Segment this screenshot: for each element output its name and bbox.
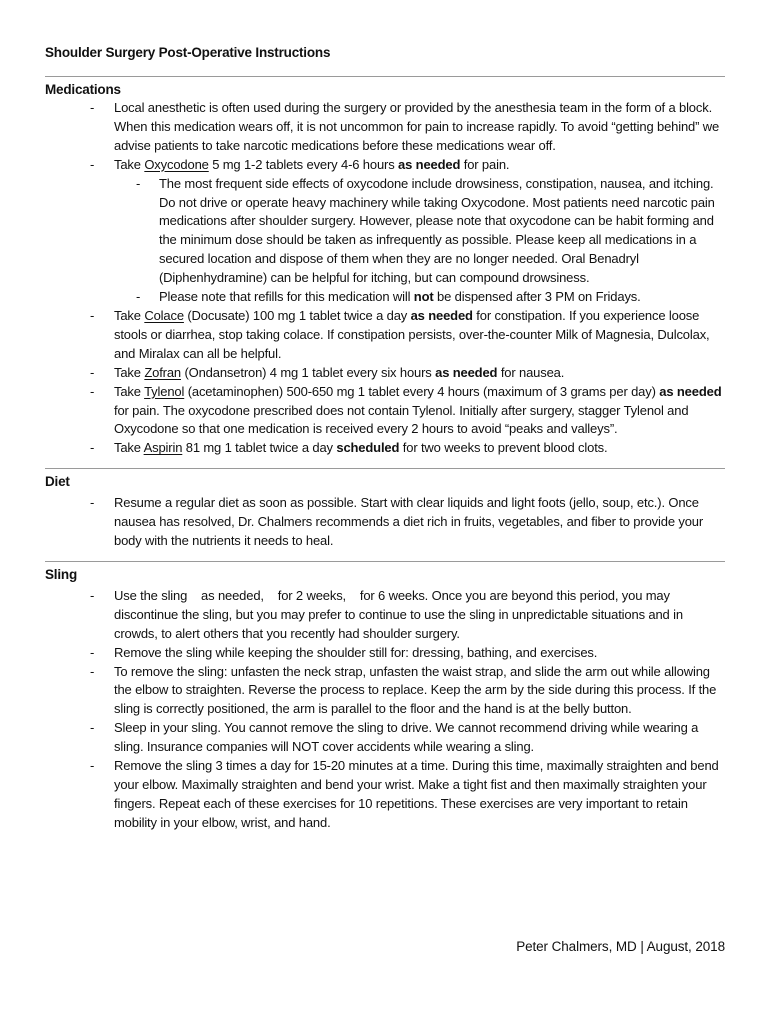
item-text: Take [114,156,145,172]
item-text: for constipation. If you experience loose stools or diarrhea, stop taking colace. If constipation persists, over-the-counter Milk of Magnesia, Dulcolax, and Miralax can all be helpful. [114,307,710,361]
item-text: Remove the sling 3 times a day for 15-20 minutes at a time. During this time, maximally straighten and bend your elbow. Maximally straighten and bend your wrist. Make a tight fist and then maximally straighten your fingers. Repeat each of these exercises for 10 repetitions. These exercises are very important to retain mobility in your elbow, wrist, and hand. [114,758,719,830]
item-text: (acetaminophen) 500-650 mg 1 tablet every 4 hours (maximum of 3 grams per day) [184,383,660,399]
oxycodone-sublist [114,175,725,307]
drug-name: Colace [144,307,184,323]
medications-list [45,99,725,458]
list-item [45,439,725,458]
item-text: Take [114,440,144,456]
item-text: for two weeks to prevent blood clots. [399,440,608,456]
section-divider [45,561,725,562]
emphasis: as needed [435,364,498,380]
emphasis: as needed [659,383,722,399]
list-item [45,663,725,720]
diet-section [45,473,725,551]
list-item [45,307,725,364]
medications-heading: Medications [45,82,121,97]
emphasis: as needed [410,307,473,323]
drug-name: Zofran [144,364,181,380]
sub-list-item [114,288,725,307]
emphasis: scheduled [336,440,400,456]
item-text: To remove the sling: unfasten the neck strap, unfasten the waist strap, and slide the arm out while allowing the elbow to straighten. Reverse the process to replace. Keep the arm by the side during this process. If the sling is correctly positioned, the arm is parallel to the floor and the hand is at the belly button. [114,663,717,717]
item-text: for pain. [460,156,510,172]
item-text: for nausea. [497,364,565,380]
item-text: Take [114,383,145,399]
item-text: Resume a regular diet as soon as possible. Start with clear liquids and light foots (jello, soup, etc.). Once nausea has resolved, Dr. Chalmers recommends a diet rich in fruits, vegetables, and fiber to provide your body with the nutrients it needs to heal. [114,495,704,549]
item-text: (Docusate) 100 mg 1 tablet twice a day [183,307,411,323]
sling-list [45,587,725,833]
item-text: 5 mg 1-2 tablets every 4-6 hours [208,156,399,172]
diet-heading: Diet [45,474,70,490]
sling-heading: Sling [45,566,77,582]
item-text: for pain. The oxycodone prescribed does not contain Tylenol. Initially after surgery, stagger Tylenol and Oxycodone so that one medication is received every 2 hours to avoid “peaks and valleys”. [114,402,689,437]
item-text: Take [114,364,145,380]
item-text: The most frequent side effects of oxycodone include drowsiness, constipation, nausea, and itching. Do not drive or operate heavy machinery while taking Oxycodone. Most patients need narcotic pain medications after shoulder surgery. However, please note that oxycodone can be habit forming and the minimum dose should be taken as infrequently as possible. Please keep all medications in a secured location and dispose of them when they are no longer needed. Oral Benadryl (Diphenhydramine) can be helpful for itching, but can compound drowsiness. [159,175,715,286]
sling-section [45,566,725,833]
item-text: Remove the sling while keeping the shoulder still for: dressing, bathing, and exercises. [114,644,598,660]
document-footer: Peter Chalmers, MD | August, 2018 [516,939,725,954]
emphasis: not [413,289,434,305]
document-title: Shoulder Surgery Post-Operative Instructions [45,45,331,60]
list-item [45,587,725,644]
list-item [45,156,725,307]
section-divider [45,76,725,77]
item-text: (Ondansetron) 4 mg 1 tablet every six hours [181,364,436,380]
item-text: Sleep in your sling. You cannot remove the sling to drive. We cannot recommend driving while wearing a sling. Insurance companies will NOT cover accidents while wearing a sling. [114,720,699,755]
list-item [45,757,725,833]
document-page [45,44,725,833]
item-text: 81 mg 1 tablet twice a day [182,440,337,456]
diet-list [45,494,725,551]
list-item [45,383,725,440]
item-text: Use the sling as needed, for 2 weeks, for 6 weeks. Once you are beyond this period, you may discontinue the sling, but you may prefer to continue to use the sling in unpredictable situations and in crowds, to alert others that you recently had shoulder surgery. [114,587,687,641]
list-item [45,719,725,757]
list-item [45,644,725,663]
list-item [45,99,725,156]
item-text: be dispensed after 3 PM on Fridays. [433,289,641,305]
list-item [45,364,725,383]
sub-list-item [114,175,725,288]
section-divider [45,468,725,469]
drug-name: Tylenol [144,383,185,399]
item-text: Please note that refills for this medication will [159,289,414,305]
list-item [45,494,725,551]
medications-section [45,81,725,458]
item-text: Take [114,307,145,323]
anesthetic-text: Local anesthetic is often used during the surgery or provided by the anesthesia team in the form of a block. When this medication wears off, it is not uncommon for pain to increase rapidly. To avoid “getting behind” we advise patients to take narcotic medications before these medications wear off. [114,100,720,153]
emphasis: as needed [398,156,461,172]
drug-name: Aspirin [143,440,183,456]
drug-name: Oxycodone [144,156,209,172]
